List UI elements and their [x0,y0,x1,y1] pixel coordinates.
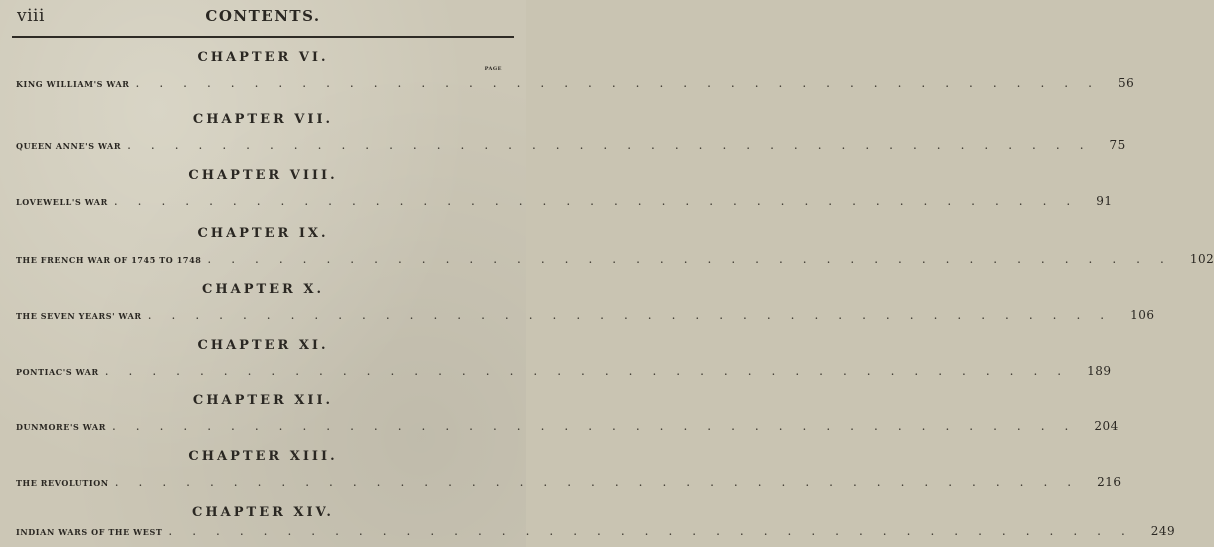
chapter-heading: CHAPTER VI. [197,50,329,65]
chapter-heading: CHAPTER VII. [192,112,334,127]
chapter-heading: CHAPTER XI. [197,338,329,353]
entry-title: THE SEVEN YEARS' WAR [16,311,142,321]
dot-leader: ......................................... [168,524,1145,538]
toc-entry [16,364,1112,380]
entry-page-number: 102 [1189,252,1214,266]
toc-entry [16,66,1135,92]
entry-page-number: 216 [1097,475,1122,489]
entry-page-number: 249 [1150,524,1176,538]
entry-title: INDIAN WARS OF THE WEST [16,527,163,537]
chapter-heading: CHAPTER XIV. [192,505,334,520]
toc-entry [16,419,1119,435]
entry-page-number: 75 [1109,138,1126,152]
entry-title: THE REVOLUTION [16,478,109,488]
dot-leader: ......................................... [111,419,1089,433]
chapter-heading: CHAPTER XII. [192,393,334,408]
page-header [0,0,526,40]
running-head: CONTENTS. [205,7,321,25]
entry-title: PONTIAC'S WAR [16,367,99,377]
entry-title: LOVEWELL'S WAR [16,197,108,207]
entry-title: THE FRENCH WAR OF 1745 TO 1748 [16,255,202,265]
entry-page-number: 91 [1096,194,1113,208]
dot-leader: ......................................... [113,194,1091,208]
chapter-heading: CHAPTER XIII. [188,449,338,464]
toc-entry [16,194,1113,210]
dot-leader: ......................................... [147,308,1125,322]
chapter-heading: CHAPTER X. [201,282,324,297]
chapter-heading: CHAPTER VIII. [188,168,338,183]
entry-title: DUNMORE'S WAR [16,422,106,432]
dot-leader: ......................................... [207,252,1184,266]
entry-page-number: 56 [1117,76,1135,90]
entry-page-number: 189 [1087,364,1112,378]
toc-entry [16,524,1176,540]
toc-entry [16,475,1122,491]
entry-title: QUEEN ANNE'S WAR [16,141,122,151]
entry-page-number: 204 [1094,419,1119,433]
header-rule [12,36,514,38]
toc-entry [16,138,1126,154]
dot-leader: ......................................... [114,475,1092,489]
entry-title: KING WILLIAM'S WAR [16,79,130,89]
dot-leader: ......................................... [104,364,1082,378]
toc-entry [16,252,1214,268]
toc-entry [16,308,1155,324]
chapter-heading: CHAPTER IX. [197,226,329,241]
page-column-label: PAGE [484,66,502,72]
dot-leader: ......................................... [135,76,1112,90]
entry-page-number: 106 [1130,308,1155,322]
page-folio: viii [17,6,45,26]
dot-leader: ......................................... [127,138,1104,152]
